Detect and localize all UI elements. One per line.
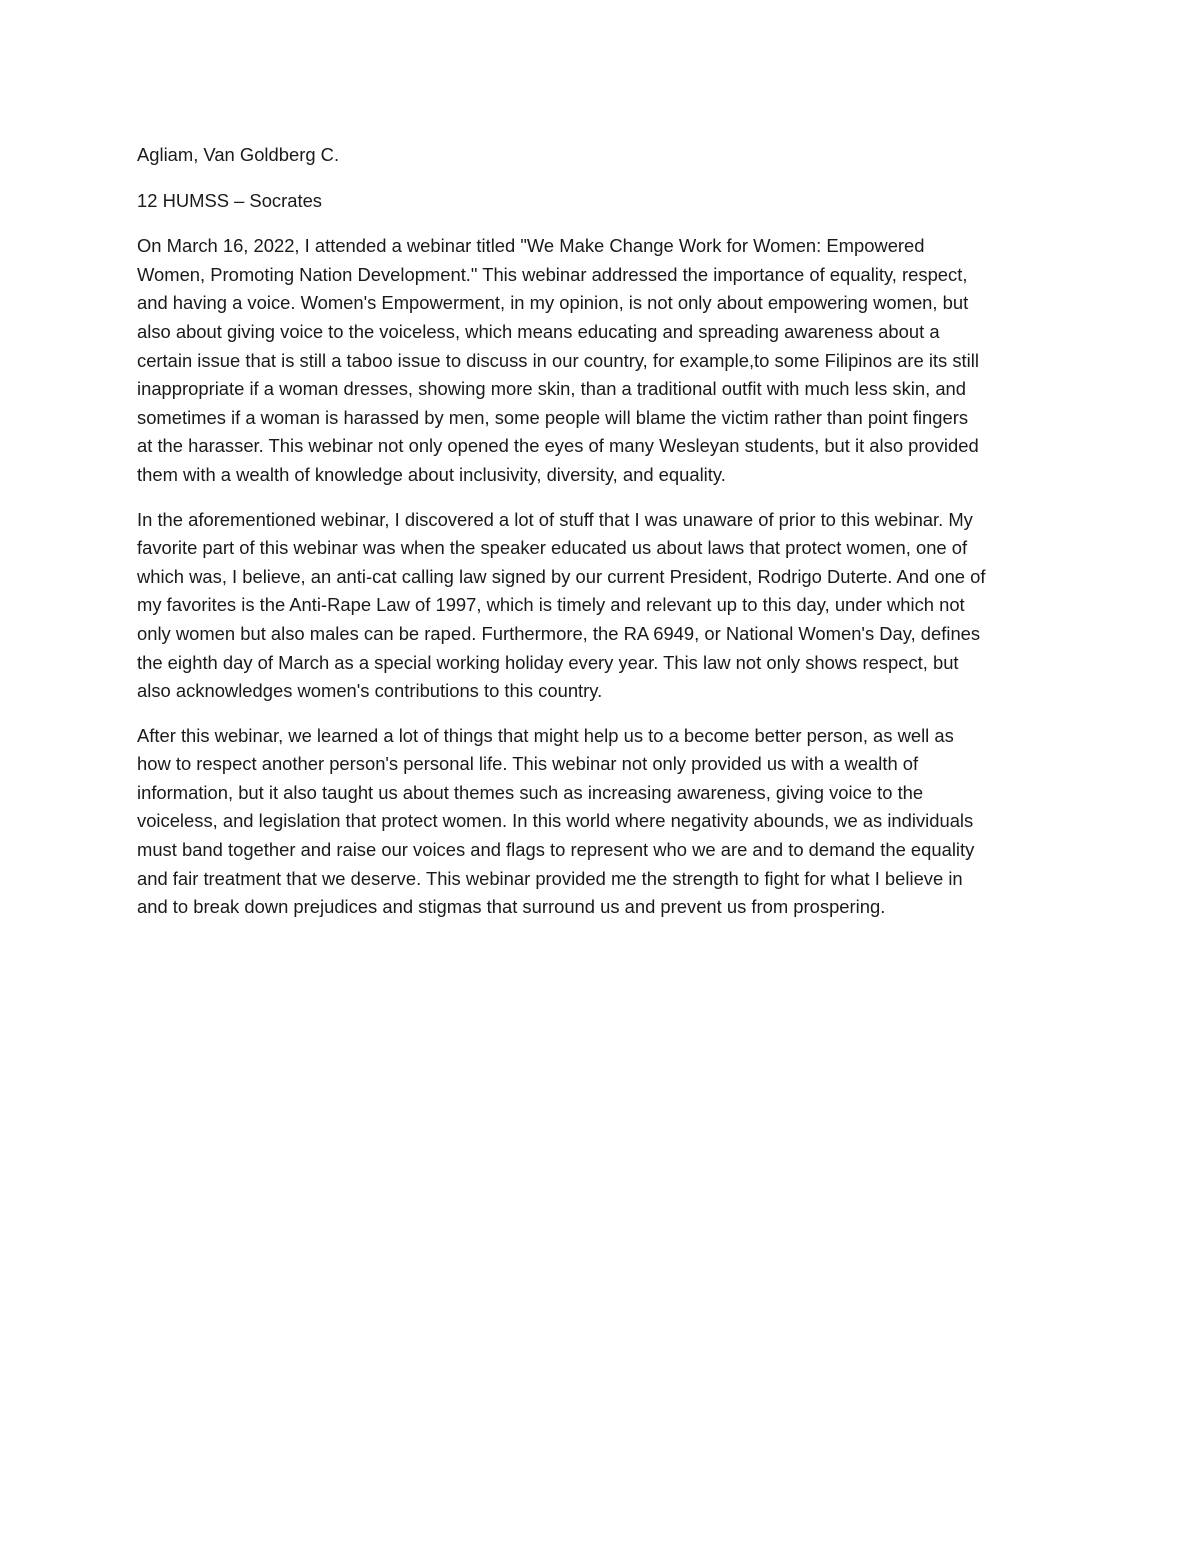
paragraph-line: how to respect another person's personal life. This webinar not only provided us with a wealth of <box>137 753 919 775</box>
paragraph-line: On March 16, 2022, I attended a webinar titled "We Make Change Work for Women: Empowered <box>137 235 925 257</box>
paragraph-line: which was, I believe, an anti-cat calling law signed by our current President, Rodrigo Duterte. And one of <box>137 565 986 587</box>
paragraph-line: favorite part of this webinar was when the speaker educated us about laws that protect women, one of <box>137 537 968 559</box>
class-section: 12 HUMSS – Socrates <box>137 189 323 211</box>
body-paragraph <box>137 506 1062 706</box>
paragraph-line: only women but also males can be raped. Furthermore, the RA 6949, or National Women's Day, defines <box>137 622 981 644</box>
paragraph-line: and fair treatment that we deserve. This webinar provided me the strength to fight for what I believe in <box>137 867 963 889</box>
paragraph-line: also about giving voice to the voiceless, which means educating and spreading awareness about a <box>137 320 940 342</box>
paragraph-line: and to break down prejudices and stigmas that surround us and prevent us from prospering. <box>137 896 886 918</box>
paragraph-line: information, but it also taught us about themes such as increasing awareness, giving voice to the <box>137 781 924 803</box>
paragraph-line: also acknowledges women's contributions to this country. <box>137 680 603 702</box>
paragraph-line: the eighth day of March as a special working holiday every year. This law not only shows respect, but <box>137 651 959 673</box>
essay-paragraphs <box>137 232 1062 922</box>
paragraph-line: After this webinar, we learned a lot of things that might help us to a become better person, as well as <box>137 724 954 746</box>
body-paragraph <box>137 232 1062 489</box>
paragraph-line: my favorites is the Anti-Rape Law of 1997, which is timely and relevant up to this day, under which not <box>137 594 965 616</box>
paragraph-line: voiceless, and legislation that protect women. In this world where negativity abounds, we as individuals <box>137 810 974 832</box>
paragraph-line: certain issue that is still a taboo issue to discuss in our country, for example,to some Filipinos are its still <box>137 349 979 371</box>
paragraph-line: and having a voice. Women's Empowerment, in my opinion, is not only about empowering women, but <box>137 292 969 314</box>
body-paragraph <box>137 722 1062 922</box>
paragraph-line: Women, Promoting Nation Development." This webinar addressed the importance of equality, respect, <box>137 263 968 285</box>
paragraph-line: sometimes if a woman is harassed by men, some people will blame the victim rather than point fingers <box>137 406 969 428</box>
paragraph-line: them with a wealth of knowledge about inclusivity, diversity, and equality. <box>137 463 726 485</box>
author-name: Agliam, Van Goldberg C. <box>137 144 340 165</box>
paragraph-line: must band together and raise our voices and flags to represent who we are and to demand the equality <box>137 839 975 861</box>
paragraph-line: inappropriate if a woman dresses, showing more skin, than a traditional outfit with much less skin, and <box>137 378 967 400</box>
paragraph-line: at the harasser. This webinar not only opened the eyes of many Wesleyan students, but it also provided <box>137 435 979 457</box>
document-body <box>137 141 1062 938</box>
paragraph-line: In the aforementioned webinar, I discovered a lot of stuff that I was unaware of prior to this webinar. My <box>137 508 973 530</box>
